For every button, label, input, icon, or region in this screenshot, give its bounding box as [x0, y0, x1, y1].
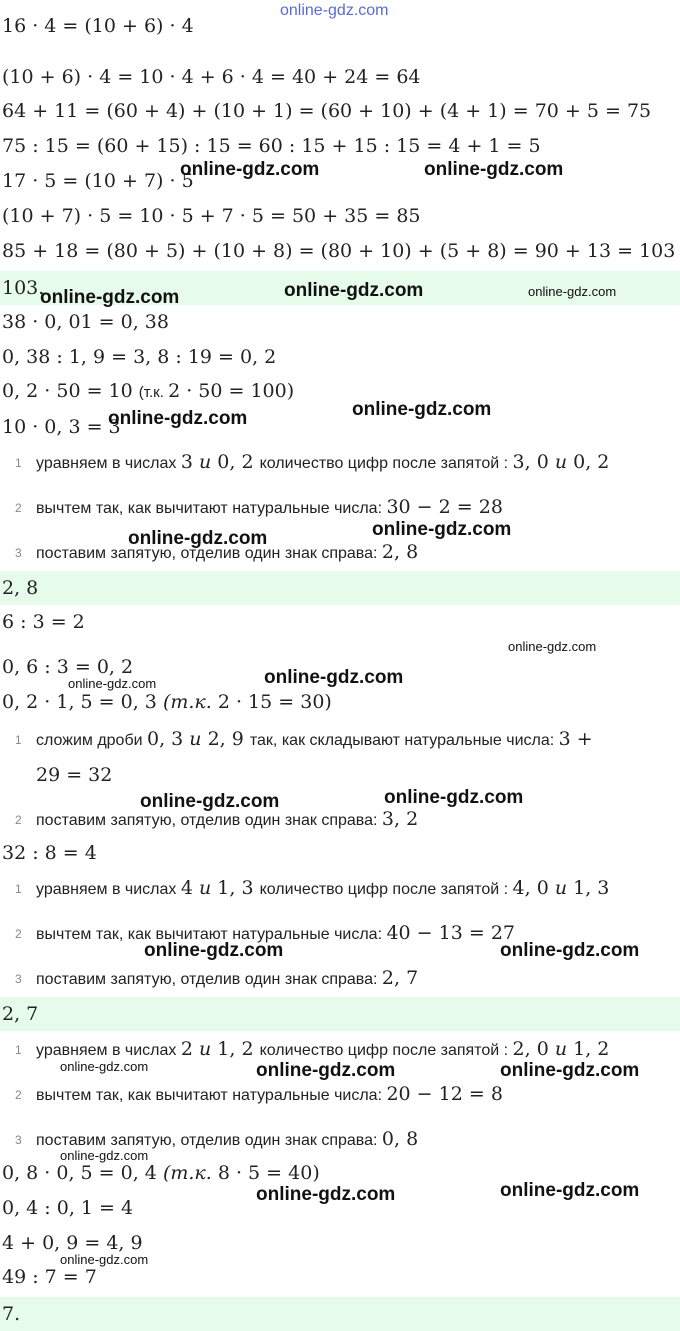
answer-band: [0, 571, 680, 605]
math-line: (10 + 6) · 4 = 10 · 4 + 6 · 4 = 40 + 24 = 64: [2, 66, 421, 88]
watermark: online-gdz.com: [508, 639, 597, 654]
watermark: online-gdz.com: [60, 1059, 149, 1074]
answer-value: 2, 8: [2, 577, 39, 599]
watermark: online-gdz.com: [424, 159, 564, 180]
math-line: 0, 2 · 1, 5 = 0, 3 (т.к. 2 · 15 = 30): [2, 691, 332, 713]
math-line: 38 · 0, 01 = 0, 38: [2, 311, 169, 333]
watermark: online-gdz.com: [256, 1184, 396, 1205]
answer-value: 2, 7: [2, 1003, 39, 1025]
math-line: 16 · 4 = (10 + 6) · 4: [2, 15, 194, 37]
math-line: 4 + 0, 9 = 4, 9: [2, 1232, 143, 1254]
math-line: 49 : 7 = 7: [2, 1266, 97, 1288]
watermark: online-gdz.com: [528, 284, 617, 299]
watermark: online-gdz.com: [68, 676, 157, 691]
math-line: 10 · 0, 3 = 3: [2, 416, 121, 438]
watermark: online-gdz.com: [500, 1180, 640, 1201]
math-line: 6 : 3 = 2: [2, 611, 85, 633]
watermark: online-gdz.com: [500, 1060, 640, 1081]
answer-value: 7.: [2, 1303, 21, 1325]
watermark: online-gdz.com: [372, 519, 512, 540]
math-line: (10 + 7) · 5 = 10 · 5 + 7 · 5 = 50 + 35 = 85: [2, 205, 421, 227]
math-line: 32 : 8 = 4: [2, 842, 97, 864]
math-line: 75 : 15 = (60 + 15) : 15 = 60 : 15 + 15 : 15 = 4 + 1 = 5: [2, 135, 541, 157]
watermark: online-gdz.com: [352, 399, 492, 420]
math-line: 0, 6 : 3 = 0, 2: [2, 656, 134, 678]
watermark: online-gdz.com: [500, 940, 640, 961]
watermark: online-gdz.com: [128, 528, 268, 549]
answer-band: [0, 1297, 680, 1331]
watermark: online-gdz.com: [60, 1148, 149, 1163]
watermark: online-gdz.com: [384, 787, 524, 808]
math-line: 17 · 5 = (10 + 7) · 5: [2, 170, 194, 192]
task-number: 103.: [2, 277, 45, 299]
math-line: 0, 8 · 0, 5 = 0, 4 (т.к. 8 · 5 = 40): [2, 1162, 320, 1184]
watermark: online-gdz.com: [144, 940, 284, 961]
solution-page: online-gdz.com 16 · 4 = (10 + 6) · 4 (10 + 6) · 4 = 10 · 4 + 6 · 4 = 40 + 24 = 64 64 + 11 = (60 + 4) + (10 + 1) = (60 + 10) + (4 + 1) = 70 + 5 = 75 75 : 15 = (60 + 15) : 15 = 60 : 15 + 15 : 15 = 4 + 1 = 5 17 · 5 = (10 + 7) · 5 online-gdz.com online-gdz.com (10 + 7) · 5 = 10 · 5 + 7 · 5 = 50 + 35 = 85 85 + 18 = (80 + 5) + (10 + 8) = (80 + 10) + (5 + 8) = 90 + 13 = 103 103. online-gdz.com online-gdz.com online-gdz.com 38 · 0, 01 = 0, 38 0, 38 : 1, 9 = 3, 8 : 19 = 0, 2 0, 2 · 50 = 10 (т.к. 2 · 50 = 100) 10 · 0, 3 = 3 online-gdz.com online-gdz.com 1 уравняем в числах 3 и 0, 2 количество цифр после запятой : 3, 0 и 0, 2 2 вычтем так, как вычитают натуральные числа: 30 − 2 = 28 online-gdz.com online-gdz.com 3 поставим запятую, отделив один знак справа: 2, 8 2, 8 6 : 3 = 2 online-gdz.com 0, 6 : 3 = 0, 2 online-gdz.com online-gdz.com 0, 2 · 1, 5 = 0, 3 (т.к. 2 · 15 = 30) 1 сложим дроби 0, 3 и 2, 9 так, как складывают натуральные числа: 3 + 29 = 32 online-gdz.com online-gdz.com 2 поставим запятую, отделив один знак справа: 3, 2 32 : 8 = 4 1 уравняем в числах 4 и 1, 3 количество цифр после запятой : 4, 0 и 1, 3 2 вычтем так, как вычитают натуральные числа: 40 − 13 = 27 online-gdz.com online-gdz.com 3 поставим запятую, отделив один знак справа: 2, 7 2, 7 1 уравняем в числах 2 и 1, 2 количество цифр после запятой : 2, 0 и 1, 2 online-gdz.com online-gdz.com online-gdz.com 2 вычтем так, как вычитают натуральные числа: 20 − 12 = 8 3 поставим запятую, отделив один знак справа: 0, 8 online-gdz.com 0, 8 · 0, 5 = 0, 4 (т.к. 8 · 5 = 40) online-gdz.com online-gdz.com 0, 4 : 0, 1 = 4 4 + 0, 9 = 4, 9 online-gdz.com 49 : 7 = 7 7.: [0, 0, 680, 1331]
watermark: online-gdz.com: [180, 159, 320, 180]
math-line: 0, 4 : 0, 1 = 4: [2, 1197, 134, 1219]
math-line: 0, 38 : 1, 9 = 3, 8 : 19 = 0, 2: [2, 346, 277, 368]
watermark: online-gdz.com: [108, 408, 248, 429]
watermark: online-gdz.com: [140, 791, 280, 812]
watermark: online-gdz.com: [60, 1252, 149, 1267]
answer-band: [0, 997, 680, 1031]
watermark: online-gdz.com: [256, 1060, 396, 1081]
math-line: 0, 2 · 50 = 10 (т.к. 2 · 50 = 100): [2, 380, 295, 402]
watermark: online-gdz.com: [264, 667, 404, 688]
watermark: online-gdz.com: [284, 280, 424, 301]
watermark-top: online-gdz.com: [280, 2, 389, 19]
watermark: online-gdz.com: [40, 287, 180, 308]
math-line: 85 + 18 = (80 + 5) + (10 + 8) = (80 + 10) + (5 + 8) = 90 + 13 = 103: [2, 240, 676, 262]
math-line: 64 + 11 = (60 + 4) + (10 + 1) = (60 + 10) + (4 + 1) = 70 + 5 = 75: [2, 100, 652, 122]
